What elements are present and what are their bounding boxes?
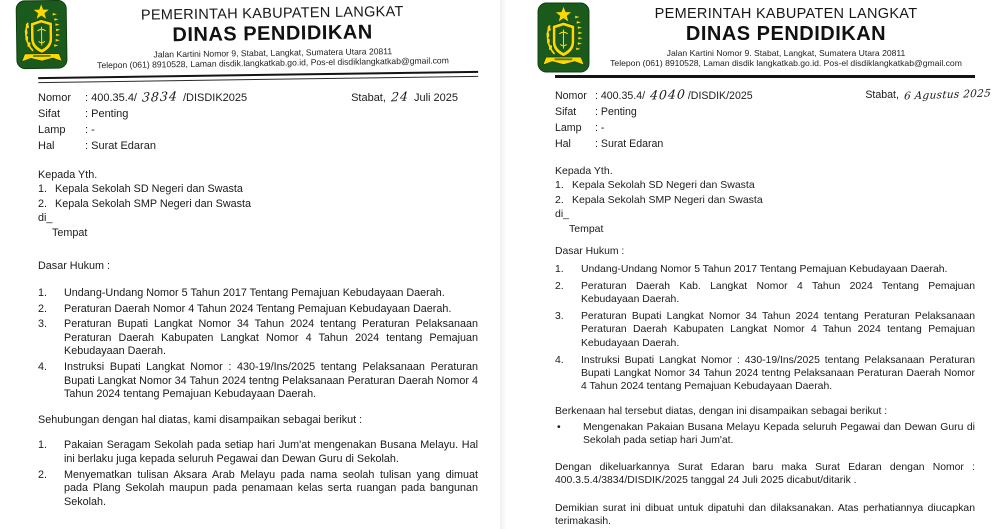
bullet-marker: • [557, 421, 561, 433]
address-line-2: Telepon (061) 8910528, Laman disdik langkatkab.go.id. Pos-el disdiklangkatkab@gmail.com [610, 58, 962, 69]
recipient-block [38, 168, 478, 241]
sifat-value: : Penting [595, 105, 637, 118]
nomor-pre: : 400.35.4/ [85, 91, 137, 104]
nomor-pre: : 400.35.4/ [595, 89, 646, 102]
place-label: Stabat, [865, 88, 899, 101]
lamp-value: : - [85, 123, 95, 136]
bullet-item: • Mengenakan Pakaian Busana Melayu Kepada seluruh Pegawai dan Dewan Guru di Sekolah pada setiap hari Jum'at. [557, 421, 975, 446]
lamp-label: Lamp [38, 123, 66, 136]
hal-value: : Surat Edaran [595, 137, 664, 150]
dasar-item: 4. Instruksi Bupati Langkat Nomor : 430-19/Ins/2025 tentang Pelaksanaan Peraturan Bupati Langkat Nomor 34 Tahun 2024 tentng Pelaksanaan Peraturan Daerah Nomor 4 Tahun 2024 tentang Pemajuan Kebudayaan Daerah. [555, 354, 975, 393]
demikian-paragraph: Demikian surat ini dibuat untuk dipatuhi dan dilaksanakan. Atas perhatiannya diucapkan terimakasih. [555, 502, 975, 527]
langkat-regency-seal-icon [15, 0, 68, 70]
letterhead-rule [555, 75, 975, 78]
dasar-item: 1. Undang-Undang Nomor 5 Tahun 2017 Tentang Pemajuan Kebudayaan Daerah. [38, 287, 445, 300]
date-printed: Juli 2025 [413, 91, 458, 104]
dasar-item: 1. Undang-Undang Nomor 5 Tahun 2017 Tentang Pemajuan Kebudayaan Daerah. [555, 263, 948, 275]
right-letter-meta [555, 86, 992, 152]
address-line-1: Jalan Kartini Nomor 9. Stabat, Langkat, Sumatera Utara 20811 [666, 48, 906, 58]
place-date [351, 89, 458, 106]
government-name: PEMERINTAH KABUPATEN LANGKAT [654, 6, 918, 22]
recipient-item: 1. Kepala Sekolah SD Negeri dan Swasta [555, 179, 755, 192]
di-line: di_ [555, 208, 570, 221]
government-name: PEMERINTAH KABUPATEN LANGKAT [140, 3, 404, 24]
point-item: 1. Pakaian Seragam Sekolah pada setiap hari Jum'at mengenakan Busana Melayu. Hal ini berlaku juga kepada seluruh Pegawai dan Dewan Guru di Sekolah. [38, 439, 478, 465]
agency-name: DINAS PENDIDIKAN [685, 23, 887, 45]
dasar-item: 2. Peraturan Daerah Nomor 4 Tahun 2024 Tentang Pemajuan Kebudayaan Daerah. [38, 302, 452, 315]
sifat-label: Sifat [38, 107, 61, 120]
berkenaan-paragraph: Berkenaan hal tersebut diatas, dengan ini disampaikan sebagai berikut : [555, 405, 888, 417]
sifat-row [38, 106, 478, 122]
address-line-1: Jalan Kartini Nomor 9, Stabat, Langkat, Sumatera Utara 20811 [153, 46, 393, 60]
right-letter-page [500, 0, 1000, 529]
dasar-item: 3. Peraturan Bupati Langkat Nomor 34 Tahun 2024 tentang Peraturan Pelaksanaan Peraturan Daerah Kabupaten Langkat Nomor 4 Tahun 2024 tentang Pemajuan Kebudayaan Daerah. [38, 318, 478, 358]
nomor-handwritten: 3834 [141, 88, 179, 105]
langkat-regency-seal-icon [537, 2, 590, 73]
dasar-hukum-heading: Dasar Hukum : [38, 260, 110, 273]
date-handwritten: 24 [390, 88, 410, 105]
lamp-label: Lamp [555, 121, 582, 134]
address-line-2: Telepon (061) 8910528, Laman disdik.langkatkab.go.id, Pos-el disdiklangkatkab@gmail.com [97, 55, 449, 71]
bullet-list [555, 421, 975, 447]
hal-row [555, 136, 975, 152]
hal-row [38, 138, 478, 154]
points-list [38, 439, 478, 509]
left-letterhead [37, 0, 478, 83]
right-letterhead [555, 0, 975, 78]
left-letter-meta [38, 89, 478, 154]
recipient-item: 2. Kepala Sekolah SMP Negeri dan Swasta [555, 193, 763, 206]
sehubungan-paragraph: Sehubungan dengan hal diatas, kami disampaikan sebagai berikut : [38, 413, 363, 426]
lamp-value: : - [595, 121, 605, 134]
hal-value: : Surat Edaran [85, 139, 156, 152]
dasar-item: 4. Instruksi Bupati Langkat Nomor : 430-19/Ins/2025 tentang Pelaksanaan Peraturan Bupati Langkat Nomor 34 Tahun 2024 tentng Pelaksanaan Peraturan Daerah Nomor 4 Tahun 2024 tentang Pemajuan Kebudayaan Daerah. [38, 361, 478, 401]
place-label: Stabat, [351, 91, 386, 104]
tempat-line: Tempat [569, 222, 604, 235]
recipient-item: 2. Kepala Sekolah SMP Negeri dan Swasta [38, 197, 252, 210]
hal-label: Hal [555, 137, 571, 150]
agency-name: DINAS PENDIDIKAN [172, 21, 373, 47]
lamp-row [38, 122, 478, 138]
di-line: di_ [38, 212, 53, 225]
lamp-row [555, 120, 975, 136]
salutation: Kepada Yth. [555, 164, 613, 177]
sifat-row [555, 104, 975, 120]
dasar-item: 3. Peraturan Bupati Langkat Nomor 34 Tahun 2024 tentang Peraturan Pelaksanaan Peraturan Daerah Kabupaten Langkat Nomor 4 Tahun 2024 tentang Pemajuan Kebudayaan Daerah. [555, 311, 975, 349]
sifat-label: Sifat [555, 105, 577, 118]
dasar-hukum-list [555, 263, 975, 394]
nomor-post: /DISDIK/2025 [687, 89, 753, 102]
tempat-line: Tempat [52, 226, 88, 239]
letterhead-rule [38, 71, 478, 83]
hal-label: Hal [38, 139, 55, 152]
nomor-label: Nomor [555, 89, 587, 102]
nomor-row [38, 89, 478, 106]
dasar-hukum-heading: Dasar Hukum : [555, 246, 625, 258]
point-item: 2. Menyematkan tulisan Aksara Arab Melayu pada nama seolah tulisan yang dimuat pada Plang Sekolah maupun pada penamaan kelas serta ruangan pada bangunan Sekolah. [38, 468, 478, 508]
nomor-post: /DISDIK2025 [182, 91, 248, 104]
dengan-paragraph: Dengan dikeluarkannya Surat Edaran baru maka Surat Edaran dengan Nomor : 400.3.5.4/3834/DISDIK/2025 tanggal 24 Juli 2025 dicabut/ditarik . [555, 462, 975, 487]
recipient-item: 1. Kepala Sekolah SD Negeri dan Swasta [38, 183, 243, 196]
nomor-handwritten: 4040 [649, 86, 687, 103]
salutation: Kepada Yth. [38, 168, 98, 181]
sifat-value: : Penting [85, 107, 129, 120]
nomor-row [555, 86, 992, 104]
date-handwritten: 6 Agustus 2025 [903, 87, 992, 103]
recipient-block [555, 164, 975, 237]
place-date [865, 87, 993, 103]
nomor-label: Nomor [38, 91, 72, 104]
dasar-hukum-list [38, 287, 478, 402]
dasar-item: 2. Peraturan Daerah Kab. Langkat Nomor 4 Tahun 2024 Tentang Pemajuan Kebudayaan Daerah. [555, 280, 975, 306]
